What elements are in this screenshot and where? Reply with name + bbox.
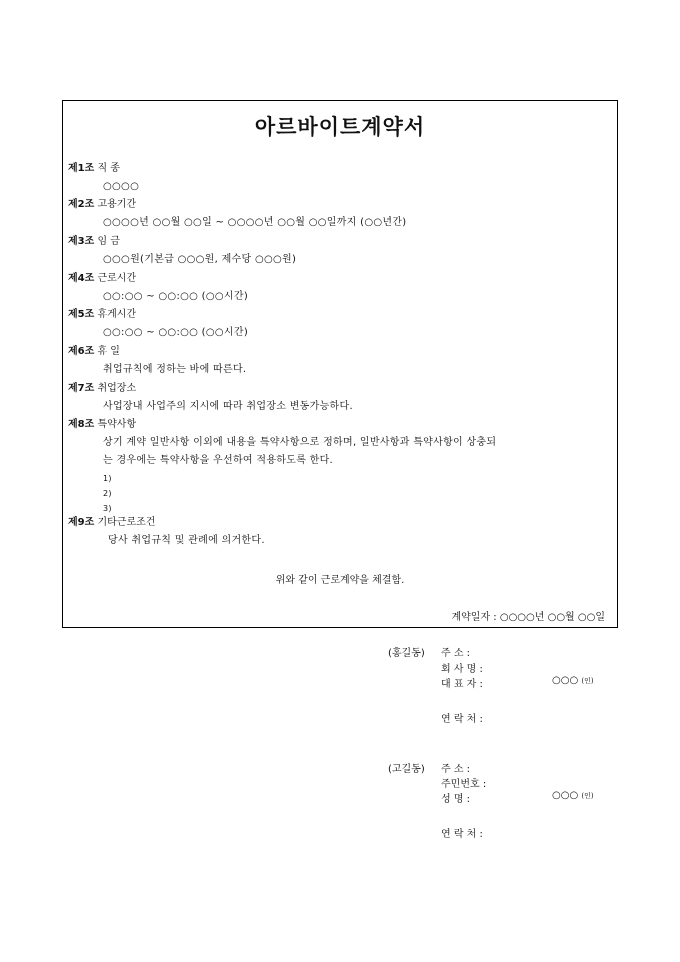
employer-rep-value: [552, 675, 594, 686]
article-4: [68, 272, 136, 285]
employer-rep-label: 대 표 자 :: [441, 679, 483, 690]
employee-address-label: 주 소 :: [441, 764, 471, 775]
article-name: 직 종: [97, 163, 120, 174]
article-4-line: ○○:○○ ~ ○○:○○ (○○시간): [103, 291, 249, 302]
article-number: 제3조: [68, 236, 95, 247]
article-2: [68, 198, 136, 211]
article-name: 근로시간: [97, 273, 137, 284]
employee-id-label: 주민번호 :: [441, 779, 487, 790]
article-7-line: 사업장내 사업주의 지시에 따라 취업장소 변동가능하다.: [103, 401, 353, 412]
special-item-2: 2): [103, 489, 112, 498]
special-item-3: 3): [103, 504, 112, 513]
article-5-line: ○○:○○ ~ ○○:○○ (○○시간): [103, 327, 249, 338]
article-8-line-2: 는 경우에는 특약사항을 우선하여 적용하도록 한다.: [103, 455, 334, 466]
employer-address-label: 주 소 :: [441, 648, 471, 659]
article-name: 고용기간: [97, 199, 137, 210]
article-number: 제7조: [68, 383, 95, 394]
article-8-line-1: 상기 계약 일반사항 이외에 내용을 특약사항으로 정하며, 일반사항과 특약사항이 상충되: [103, 437, 497, 448]
article-number: 제4조: [68, 273, 95, 284]
article-3-line: ○○○원(기본급 ○○○원, 제수당 ○○○원): [103, 254, 297, 265]
article-5: [68, 308, 136, 321]
seal-mark: (인): [581, 792, 594, 800]
article-1: [68, 162, 120, 175]
employee-contact-label: 연 락 처 :: [441, 829, 483, 840]
article-9: [68, 516, 155, 529]
special-item-1: 1): [103, 474, 112, 483]
article-8: [68, 418, 136, 431]
article-number: 제9조: [68, 517, 95, 528]
employer-contact-label: 연 락 처 :: [441, 714, 483, 725]
article-name: 특약사항: [97, 419, 137, 430]
article-name: 취업장소: [97, 383, 137, 394]
article-number: 제1조: [68, 163, 95, 174]
article-6: [68, 345, 120, 358]
article-6-line: 취업규칙에 정하는 바에 따른다.: [103, 364, 247, 375]
employer-tag: (홍길동): [388, 648, 425, 659]
article-7: [68, 382, 136, 395]
article-9-line: 당사 취업규칙 및 관례에 의거한다.: [108, 535, 265, 546]
closing-statement: 위와 같이 근로계약을 체결함.: [275, 575, 405, 586]
article-number: 제2조: [68, 199, 95, 210]
article-number: 제6조: [68, 346, 95, 357]
document-title: 아르바이트계약서: [254, 115, 426, 139]
article-name: 휴게시간: [97, 309, 137, 320]
article-number: 제5조: [68, 309, 95, 320]
article-number: 제8조: [68, 419, 95, 430]
contract-date: 계약일자 : ○○○○년 ○○월 ○○일: [451, 612, 605, 623]
contract-box: [62, 100, 618, 628]
article-name: 휴 일: [97, 346, 120, 357]
employer-company-label: 회 사 명 :: [441, 664, 483, 675]
employee-name-label: 성 명 :: [441, 794, 471, 805]
employee-name-value: [552, 790, 594, 801]
article-3: [68, 235, 120, 248]
rep-name: ○○○: [552, 675, 579, 686]
article-name: 임 금: [97, 236, 120, 247]
article-name: 기타근로조건: [97, 517, 156, 528]
article-1-line: ○○○○: [103, 181, 140, 192]
employee-tag: (고길동): [388, 764, 425, 775]
employee-name: ○○○: [552, 790, 579, 801]
article-2-line: ○○○○년 ○○월 ○○일 ~ ○○○○년 ○○월 ○○일까지 (○○년간): [103, 217, 407, 228]
seal-mark: (인): [581, 677, 594, 685]
